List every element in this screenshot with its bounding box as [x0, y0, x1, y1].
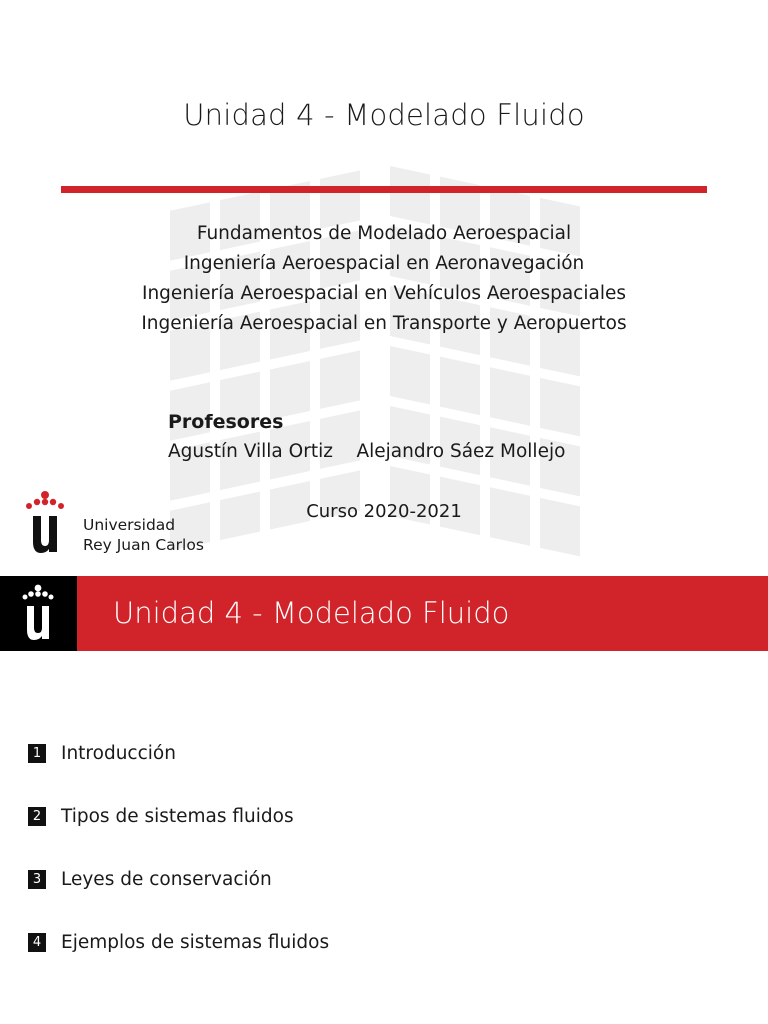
toc-label: Ejemplos de sistemas fluidos — [61, 931, 330, 953]
toc-item[interactable] — [28, 740, 176, 766]
toc-number: 2 — [28, 807, 46, 826]
toc-slide — [0, 576, 768, 1024]
university-name — [83, 515, 204, 555]
slide-header — [0, 576, 768, 651]
toc-item[interactable] — [28, 866, 272, 892]
toc-label: Introducción — [61, 742, 176, 764]
toc-label: Tipos de sistemas fluidos — [61, 805, 294, 827]
toc-item[interactable] — [28, 803, 294, 829]
header-logo — [0, 576, 77, 651]
toc-item[interactable] — [28, 929, 329, 955]
toc-number: 3 — [28, 870, 46, 889]
course-year: Curso 2020-2021 — [306, 501, 462, 522]
toc-label: Leyes de conservación — [61, 868, 272, 890]
subtitle-block — [0, 219, 768, 339]
title-divider — [61, 186, 707, 193]
university-line-2: Rey Juan Carlos — [83, 536, 204, 554]
urjc-logo-icon — [0, 576, 77, 651]
toc-number: 4 — [28, 933, 46, 952]
subtitle-line: Ingeniería Aeroespacial en Aeronavegación — [183, 253, 585, 274]
subtitle-line: Ingeniería Aeroespacial en Transporte y Aeropuertos — [141, 313, 627, 334]
professors-names: Agustín Villa Ortiz Alejandro Sáez Mollejo — [168, 441, 566, 462]
presentation-title: Unidad 4 - Modelado Fluido — [183, 98, 585, 132]
subtitle-line: Fundamentos de Modelado Aeroespacial — [196, 223, 572, 244]
urjc-logo-icon — [20, 490, 70, 554]
toc-number: 1 — [28, 744, 46, 763]
university-line-1: Universidad — [83, 516, 176, 534]
header-title: Unidad 4 - Modelado Fluido — [113, 596, 510, 630]
professors-heading: Profesores — [168, 411, 284, 433]
subtitle-line: Ingeniería Aeroespacial en Vehículos Aeroespaciales — [142, 283, 626, 304]
